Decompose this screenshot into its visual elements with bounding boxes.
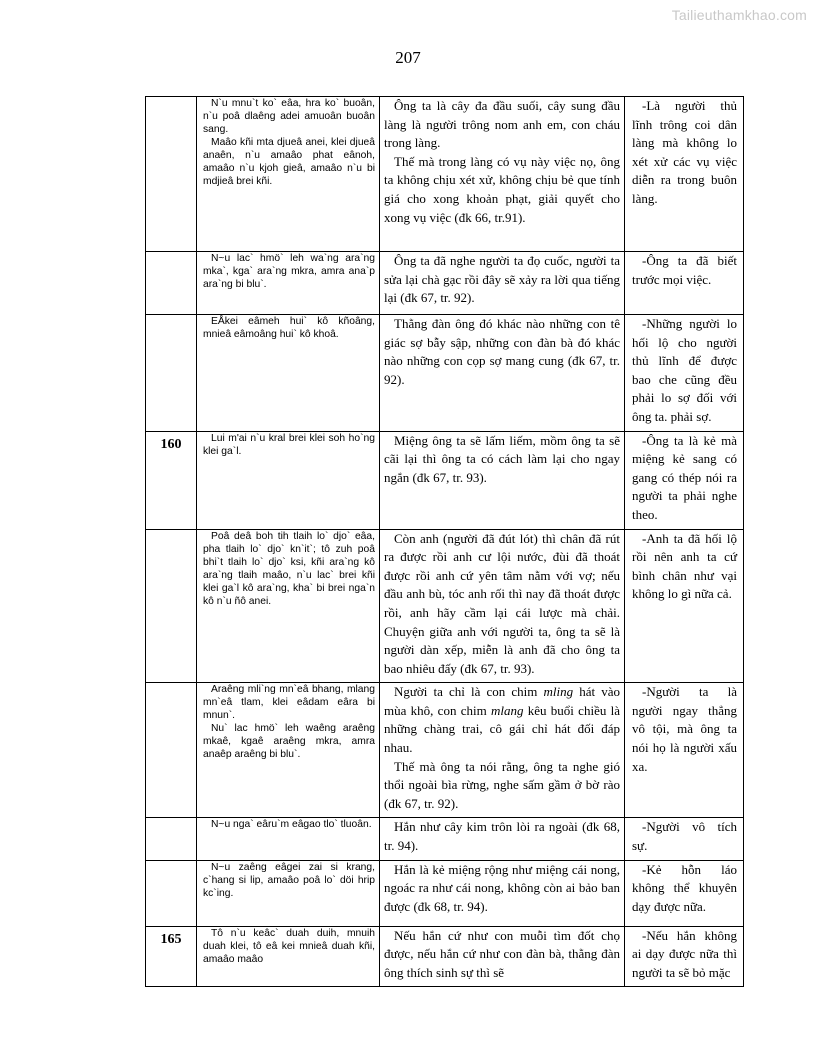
table-row bbox=[146, 683, 744, 818]
source-paragraph: Lui m'ai n`u kral brei klei soh ho`ng klei ga`l. bbox=[203, 432, 375, 457]
meaning-paragraph: -Ông ta là kẻ mà miệng kẻ sang có gang có thép nói ra người ta phải nghe theo. bbox=[632, 432, 737, 522]
page-number: 207 bbox=[395, 48, 421, 67]
translation-cell bbox=[380, 431, 625, 529]
row-number bbox=[146, 818, 197, 860]
translation-cell bbox=[380, 315, 625, 432]
meaning-paragraph: -Là người thủ lĩnh trông coi dân làng mà không lo xét xử các vụ việc diễn ra trong buôn làng. bbox=[632, 98, 737, 206]
source-paragraph: Poâ deâ boh tih tlaih lo` djo` eâa, pha tlaih lo` djo` kn`it`; tô zuh poâ bhi`t tlaih lo` djo` ksi, kñi ara`ng kô ara`ng tlaih maâo, n`u lac` brei kñi klei ga`l kô ara`ng, kha` bi brei nga`n kô n`u ñô anei. bbox=[203, 530, 375, 607]
row-number bbox=[146, 860, 197, 926]
proverb-table-body bbox=[146, 97, 744, 987]
translation-paragraph: Miệng ông ta sẽ lấm liếm, mồm ông ta sẽ cãi lại thì ông ta có cách làm lại cho ngay ngắn (đk 67, tr. 93). bbox=[384, 432, 620, 485]
meaning-cell bbox=[625, 683, 744, 818]
meaning-cell bbox=[625, 926, 744, 987]
source-text-cell bbox=[197, 315, 380, 432]
row-number bbox=[146, 97, 197, 252]
translation-cell bbox=[380, 252, 625, 315]
table-row bbox=[146, 529, 744, 683]
source-paragraph: N~u lac` hmö` leh wa`ng ara`ng mka`, kga` ara`ng mkra, amra ana`p ara`ng bi blu`. bbox=[203, 253, 375, 290]
row-number bbox=[146, 529, 197, 683]
source-paragraph: N~u nga` eâru`m eâgao tlo` tluoân. bbox=[211, 819, 372, 831]
table-row bbox=[146, 315, 744, 432]
source-paragraph: EÅkei eâmeh hui` kô kñoâng, mnieâ eâmoâng hui` kô khoâ. bbox=[203, 316, 375, 340]
source-text-cell bbox=[197, 926, 380, 987]
translation-paragraph: Thế mà trong làng có vụ này việc nọ, ông ta không chịu xét xử, không chịu bẻ que tính giá cho xong khoản phạt, giải quyết cho xong vụ việc (đk 66, tr.91). bbox=[384, 153, 620, 225]
watermark: Tailieuthamkhao.com bbox=[671, 7, 807, 23]
translation-cell bbox=[380, 860, 625, 926]
meaning-cell bbox=[625, 818, 744, 860]
source-text-cell bbox=[197, 860, 380, 926]
meaning-cell bbox=[625, 529, 744, 683]
translation-cell bbox=[380, 683, 625, 818]
source-text-cell bbox=[197, 97, 380, 252]
source-text-cell bbox=[197, 252, 380, 315]
table-row bbox=[146, 97, 744, 252]
translation-cell bbox=[380, 818, 625, 860]
table-row bbox=[146, 252, 744, 315]
translation-cell bbox=[380, 529, 625, 683]
translation-paragraph: Nếu hắn cứ như con muỗi tìm đốt chọ được, nếu hắn cứ như con đàn bà, thằng đàn ông thích sinh sự thì sẽ bbox=[384, 927, 620, 980]
proverb-table bbox=[145, 96, 744, 987]
meaning-paragraph: -Kẻ hỗn láo không thể khuyên dạy được nữa. bbox=[632, 861, 737, 914]
source-text-cell bbox=[197, 683, 380, 818]
row-number: 165 bbox=[146, 926, 197, 987]
meaning-paragraph: -Những người lo hối lộ cho người thủ lĩnh để được bao che cũng đều phải lo sợ đối với ông ta. phải sợ. bbox=[632, 316, 737, 424]
source-paragraph: Tô n`u keâc` duah duih, mnuih duah klei, tô eâ kei mnieâ duah kñi, amaâo maâo bbox=[203, 927, 375, 965]
source-paragraph: Araêng mli`ng mn`eâ bhang, mlang mn`eâ tlam, klei eâdam eâra bi mnun`. bbox=[203, 684, 375, 722]
meaning-paragraph: -Anh ta đã hối lộ rồi nên anh ta cứ bình chân như vại không lo gì nữa cả. bbox=[632, 530, 737, 602]
meaning-cell bbox=[625, 97, 744, 252]
meaning-paragraph: -Nếu hắn không ai dạy được nữa thì người ta sẽ bỏ mặc bbox=[632, 927, 737, 980]
meaning-cell bbox=[625, 315, 744, 432]
table-row bbox=[146, 431, 744, 529]
row-number bbox=[146, 252, 197, 315]
table-row bbox=[146, 926, 744, 987]
translation-cell bbox=[380, 926, 625, 987]
translation-paragraph: Ông ta đã nghe người ta đọ cuốc, người ta sửa lại chà gạc rồi đây sẽ xảy ra lời qua tiếng lại (đk 67, tr. 92). bbox=[384, 253, 620, 306]
row-number bbox=[146, 315, 197, 432]
source-paragraph: Maâo kñi mta djueâ anei, klei djueâ anaên, n`u amaâo phat eânoh, amaâo n`u kjoh gieâ, amaâo n`u bi mdjieâ brei kñi. bbox=[203, 137, 375, 187]
translation-paragraph: Hắn như cây kim trôn lòi ra ngoài (đk 68, tr. 94). bbox=[384, 819, 620, 854]
translation-paragraph: Người ta chỉ là con chim mling hát vào mùa khô, con chim mlang kêu buổi chiều là những chàng trai, cô gái chỉ hát đối đáp nhau. bbox=[384, 684, 620, 756]
source-text-cell bbox=[197, 529, 380, 683]
translation-cell bbox=[380, 97, 625, 252]
table-row bbox=[146, 860, 744, 926]
table-row bbox=[146, 818, 744, 860]
translation-paragraph: Thằng đàn ông đó khác nào những con tê giác sợ bẫy sập, những con đàn bà đó khác nào những con cọp sợ mang cung (đk 67, tr. 92). bbox=[384, 316, 620, 387]
source-paragraph: Nu` lac hmö` leh waêng araêng mkaê, kgaê araêng mkra, amra anaêp araêng bi blu`. bbox=[203, 723, 375, 761]
meaning-cell bbox=[625, 860, 744, 926]
row-number bbox=[146, 683, 197, 818]
source-paragraph: N~u zaêng eâgei zai si krang, c`hang si lip, amaâo poâ lo` döi hrip kc`ing. bbox=[203, 861, 375, 899]
source-text-cell bbox=[197, 818, 380, 860]
meaning-cell bbox=[625, 252, 744, 315]
row-number: 160 bbox=[146, 431, 197, 529]
translation-paragraph: Ông ta là cây đa đầu suối, cây sung đầu làng là người trông nom anh em, con cháu trong làng. bbox=[384, 98, 620, 151]
source-text-cell bbox=[197, 431, 380, 529]
translation-paragraph: Thế mà ông ta nói rằng, ông ta nghe gió thổi ngoài bìa rừng, nghe sấm gầm ở bờ rào (đk 67, tr. 92). bbox=[384, 758, 620, 811]
source-paragraph: N`u mnu`t ko` eâa, hra ko` buoân, n`u poâ dlaêng adei amuoân buoân sang. bbox=[203, 98, 375, 135]
meaning-cell bbox=[625, 431, 744, 529]
meaning-paragraph: -Ông ta đã biết trước mọi việc. bbox=[632, 253, 737, 287]
translation-paragraph: Hắn là kẻ miệng rộng như miệng cái nong, ngoác ra như cái nong, không còn ai bảo ban được (đk 68, tr. 94). bbox=[384, 861, 620, 914]
meaning-paragraph: -Người ta là người ngay thẳng vô tội, mà ông ta nói họ là người xấu xa. bbox=[632, 684, 737, 774]
meaning-paragraph: -Người vô tích sự. bbox=[632, 819, 737, 854]
translation-paragraph: Còn anh (người đã đút lót) thì chân đã rút ra được rồi anh cư lội nước, đùi đã thoát được rồi anh cứ yên tâm nằm với vợ; nếu đầu anh bù, tóc anh rối thì nay đã thoát được rồi, anh hãy cầm lại cái lược mà chải. Chuyện giữa anh với người ta, ông ta sẽ là người dàn xếp, miễn là anh đã cho ông ta bao nhiêu đấy (đk 67, tr. 93). bbox=[384, 530, 620, 676]
